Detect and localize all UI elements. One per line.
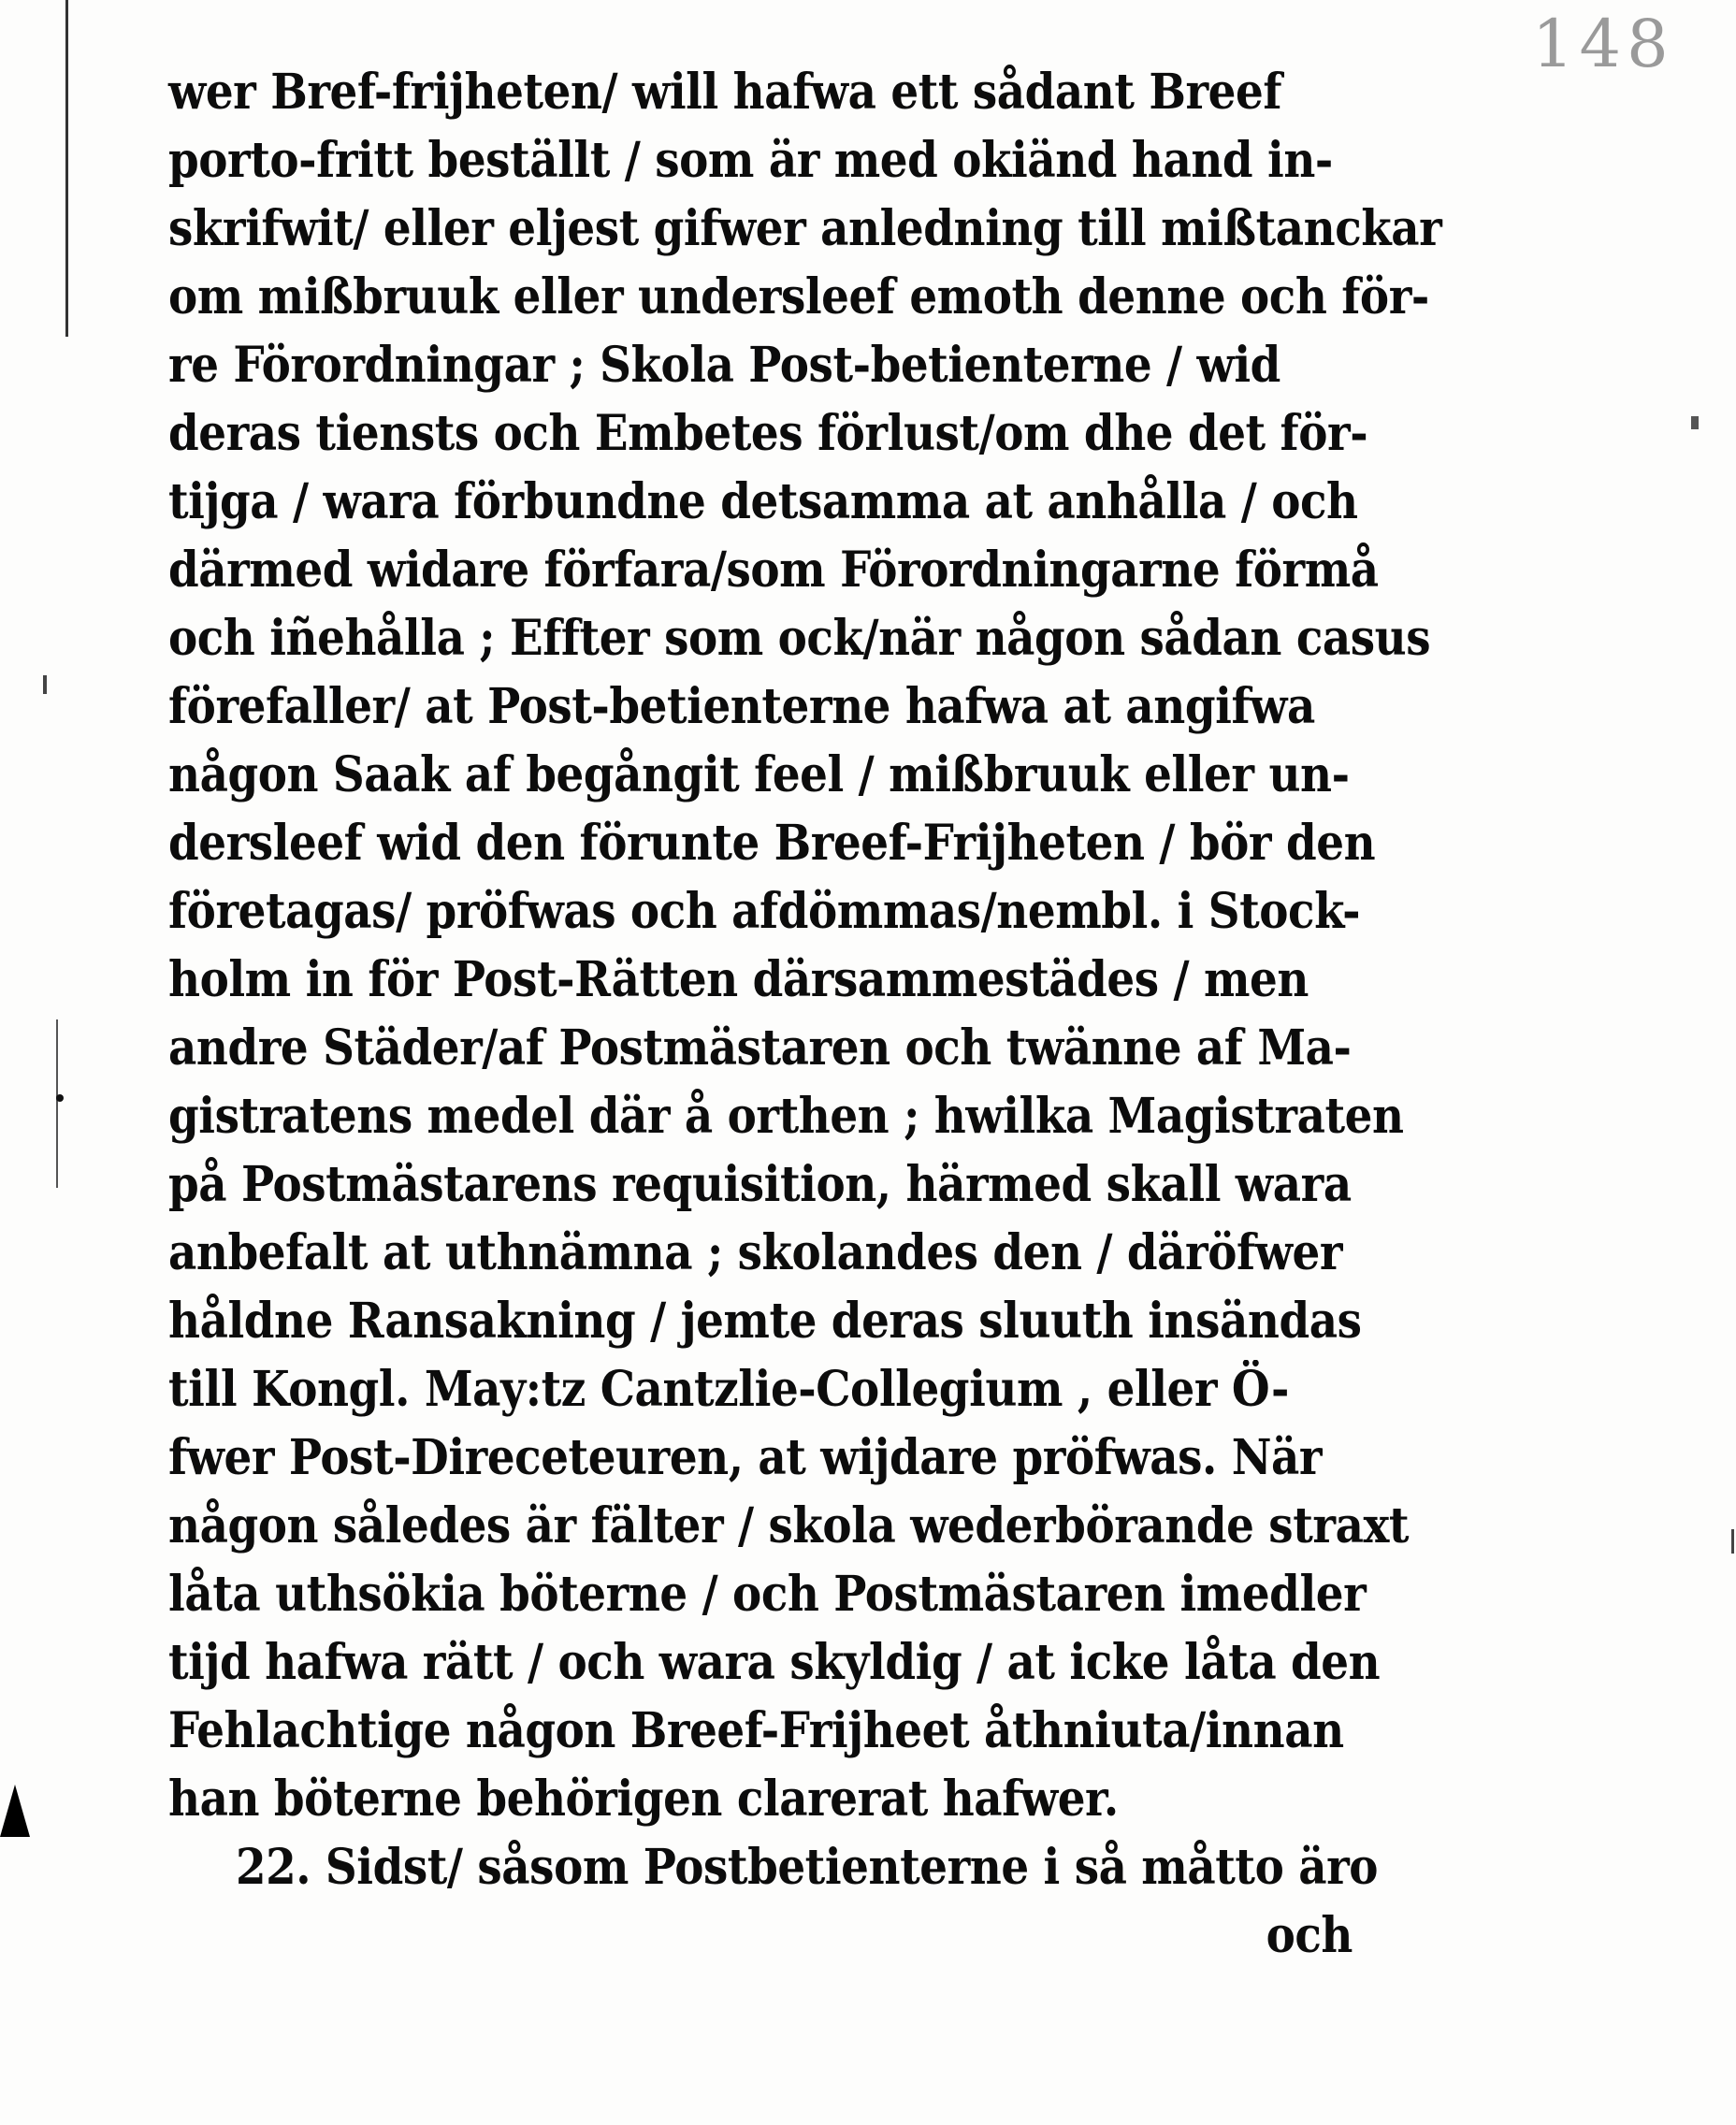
text-line: fwer Post-Direceteuren, at wijdare pröfwas. När [168,1429,1323,1486]
text-line: gistratens medel där å orthen ; hwilka Magistraten [168,1088,1404,1145]
catchword: och [1266,1907,1353,1964]
text-line: företagas/ pröfwas och afdömmas/nembl. i Stock- [168,883,1361,940]
text-line: tijga / wara förbundne detsamma at anhålla / och [168,473,1358,530]
right-margin-speck [1691,416,1699,429]
text-line: till Kongl. May:tz Cantzlie-Collegium , eller Ö- [168,1361,1289,1418]
left-edge-tick [56,1094,64,1102]
text-line: förefaller/ at Post-betienterne hafwa at angifwa [168,678,1315,735]
paragraph-start-line: 22. Sidst/ såsom Postbetienterne i så måtto äro [236,1839,1379,1896]
text-line: på Postmästarens requisition, härmed skall wara [168,1156,1352,1213]
text-line: någon Saak af begångit feel / mißbruuk eller un- [168,746,1350,803]
text-line: deras tiensts och Embetes förlust/om dhe det för- [168,405,1368,462]
text-line: om mißbruuk eller undersleef emoth denne och för- [168,268,1429,325]
text-line: han böterne behörigen clarerat hafwer. [168,1771,1119,1828]
body-text [168,58,1442,1970]
text-line: Fehlachtige någon Breef-Frijheet åthniuta/innan [168,1702,1344,1759]
text-line: därmed widare förfara/som Förordningarne förmå [168,542,1379,599]
text-line: dersleef wid den förunte Breef-Frijheten / bör den [168,815,1376,872]
text-line: håldne Ransakning / jemte deras sluuth insändas [168,1293,1362,1350]
left-edge-shadow-lower [56,1019,58,1188]
text-line: anbefalt at uthnämna ; skolandes den / däröfwer [168,1224,1343,1281]
text-line: wer Bref-frijheten/ will hafwa ett sådant Breef [168,64,1282,121]
right-edge-tick [1731,1529,1734,1554]
text-line: holm in för Post-Rätten därsammestädes / men [168,951,1309,1008]
text-line: andre Städer/af Postmästaren och twänne af Ma- [168,1019,1352,1077]
left-edge-tick-2 [43,675,47,694]
text-line: tijd hafwa rätt / och wara skyldig / at icke låta den [168,1634,1381,1691]
bookmark-tab-marker [0,1785,30,1837]
text-line: och iñehålla ; Effter som ock/när någon sådan casus [168,610,1431,667]
text-line: skrifwit/ eller eljest gifwer anledning till mißtanckar [168,200,1442,257]
text-line: porto-fritt beställt / som är med okiänd hand in- [168,132,1333,189]
page-number: 148 [1532,6,1674,82]
left-edge-shadow [65,0,68,337]
text-line: någon således är fälter / skola wederbörande straxt [168,1497,1410,1554]
text-line: låta uthsökia böterne / och Postmästaren imedler [168,1566,1367,1623]
text-line: re Förordningar ; Skola Post-betienterne / wid [168,337,1280,394]
